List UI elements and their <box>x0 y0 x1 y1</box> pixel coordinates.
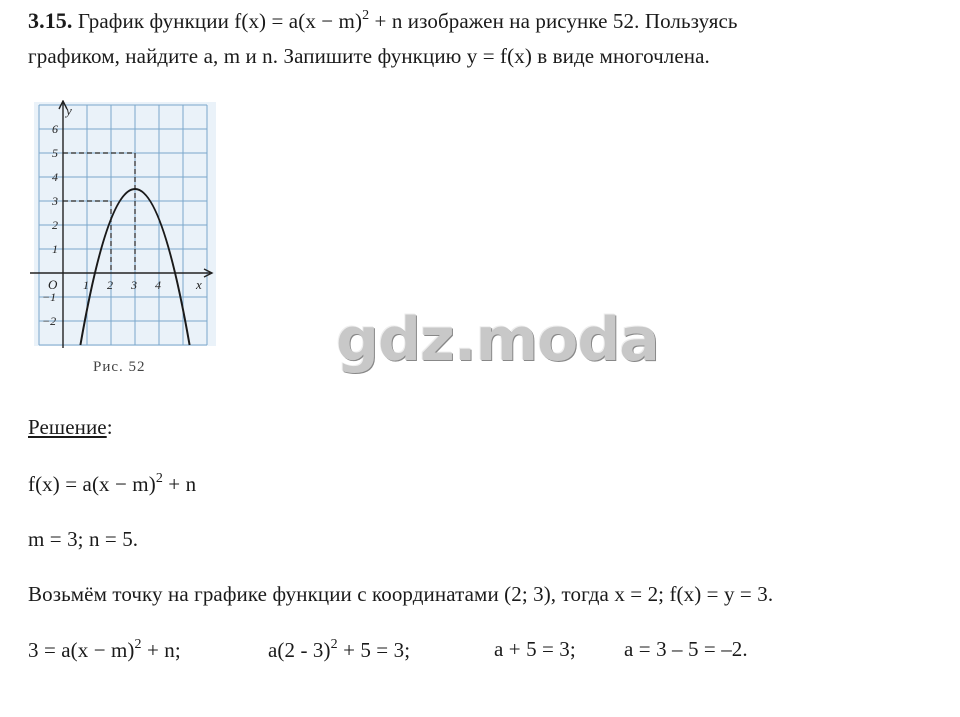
calc-step-1 <box>28 637 181 663</box>
problem-exponent: 2 <box>362 8 370 23</box>
y-tick-6: 6 <box>52 122 58 136</box>
calc-step-3: a + 5 = 3; <box>494 637 576 661</box>
y-tick-2: 2 <box>52 218 58 232</box>
solution-heading: Решение <box>28 415 107 439</box>
calc-step-4: a = 3 – 5 = –2. <box>624 637 748 661</box>
problem-text-start: График функции f(x) = a(x − m) <box>72 9 363 33</box>
x-tick-3: 3 <box>131 278 137 292</box>
calc-step-2-end: + 5 = 3; <box>337 638 411 662</box>
y-tick-3: 3 <box>52 194 58 208</box>
problem-line-1 <box>28 8 738 34</box>
calc-step-1-exponent: 2 <box>134 637 142 652</box>
figure-caption: Рис. 52 <box>93 359 146 375</box>
y-tick-5: 5 <box>52 146 58 160</box>
problem-text-end: + n изображен на рисунке 52. Пользуясь <box>369 9 738 33</box>
problem-line-2: графиком, найдите a, m и n. Запишите функцию y = f(x) в виде многочлена. <box>28 44 710 68</box>
y-tick-4: 4 <box>52 170 58 184</box>
x-tick-1: 1 <box>83 278 89 292</box>
parabola-figure <box>28 100 218 350</box>
x-tick-4: 4 <box>155 278 161 292</box>
x-tick-2: 2 <box>107 278 113 292</box>
x-axis-label: x <box>196 277 202 292</box>
calc-step-1-end: + n; <box>141 638 181 662</box>
problem-number: 3.15. <box>28 8 73 33</box>
y-tick-neg2: −2 <box>42 314 57 328</box>
calc-step-1-start: 3 = a(x − m) <box>28 638 135 662</box>
point-line: Возьмём точку на графике функции с координатами (2; 3), тогда x = 2; f(x) = y = 3. <box>28 582 774 606</box>
formula-end: + n <box>162 472 197 496</box>
y-axis-label: y <box>66 103 72 118</box>
solution-heading-line <box>28 415 113 440</box>
formula-line <box>28 471 196 497</box>
calc-step-2 <box>268 637 410 663</box>
origin-label: O <box>48 277 58 292</box>
formula-start: f(x) = a(x − m) <box>28 472 156 496</box>
values-line: m = 3; n = 5. <box>28 527 139 551</box>
y-tick-neg1: −1 <box>42 290 57 304</box>
calc-step-2-start: a(2 - 3) <box>268 638 331 662</box>
calc-step-2-exponent: 2 <box>330 637 338 652</box>
y-tick-1: 1 <box>52 242 58 256</box>
watermark-logo: gdz.moda <box>336 305 659 375</box>
formula-exponent: 2 <box>155 471 163 486</box>
figure-background <box>34 102 216 346</box>
solution-heading-colon: : <box>106 415 113 439</box>
